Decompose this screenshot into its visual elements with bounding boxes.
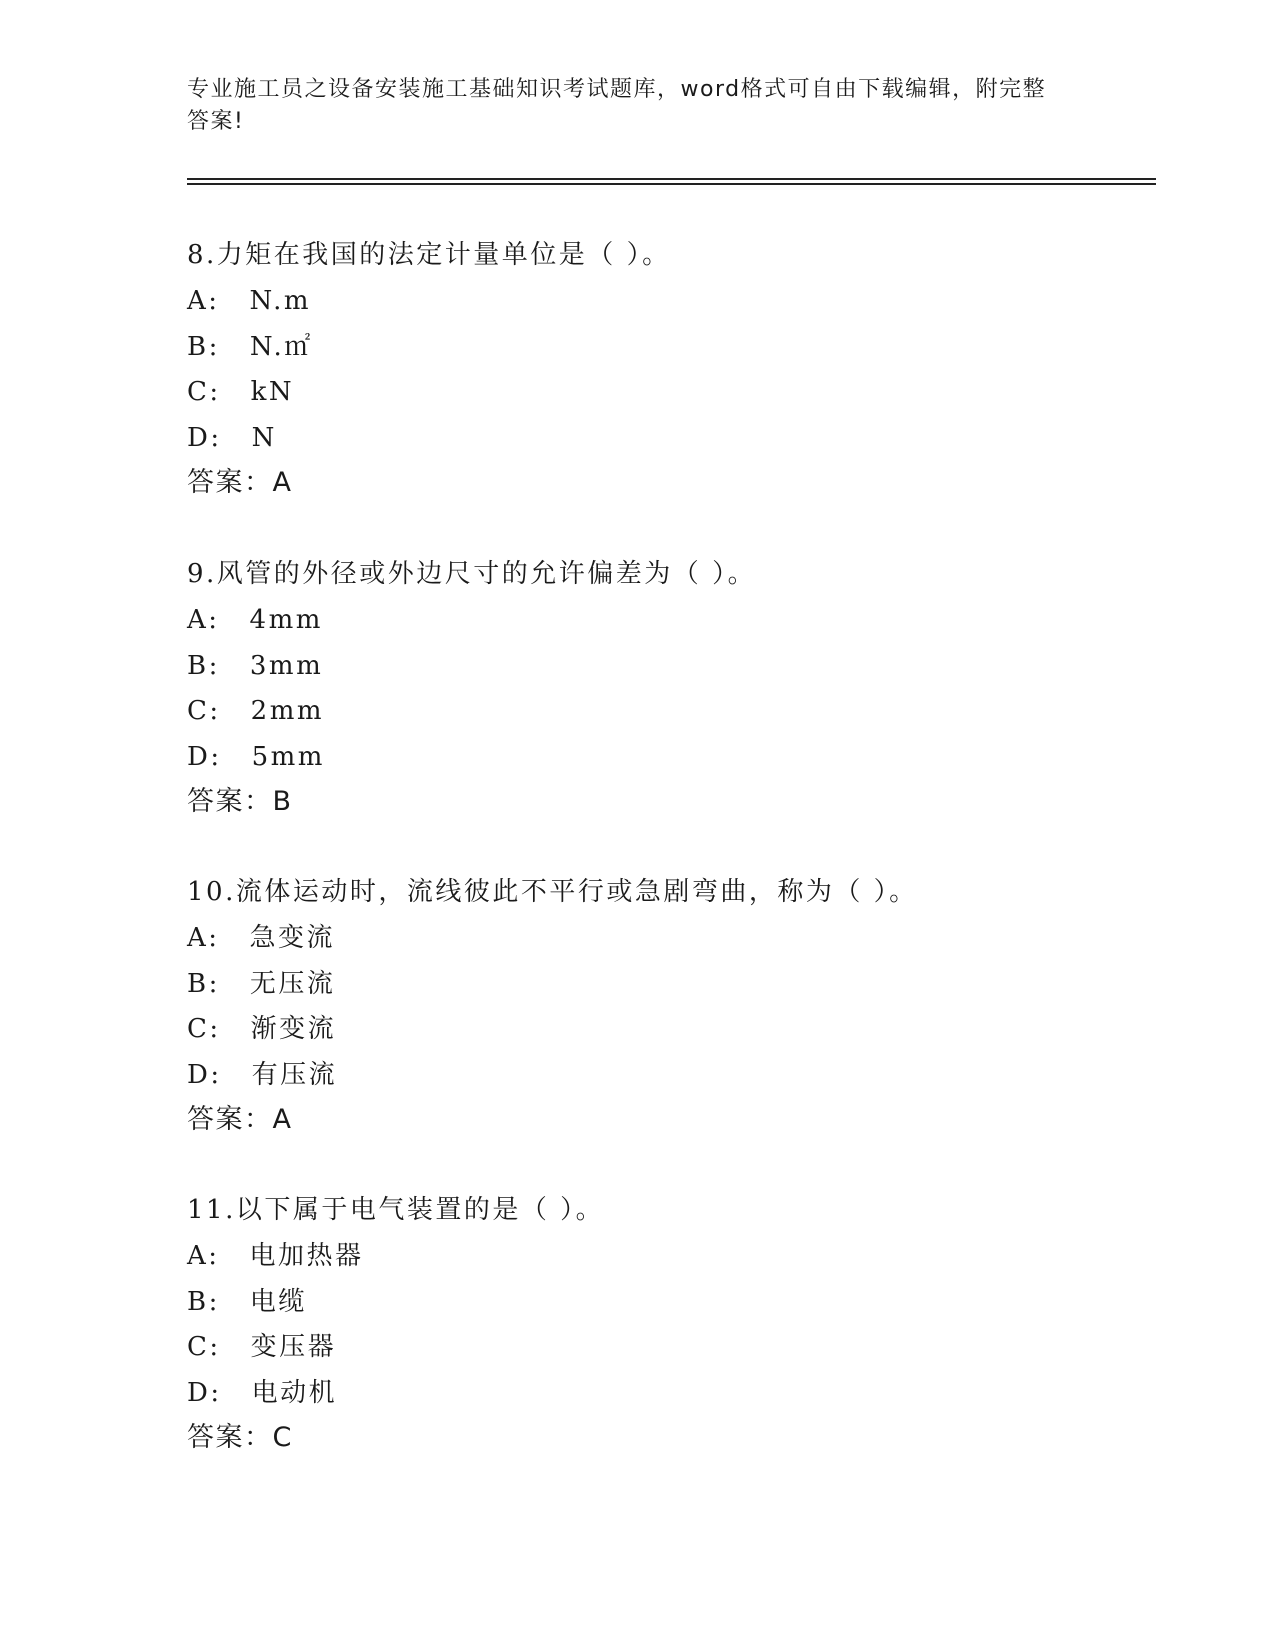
option-d	[187, 1376, 1167, 1422]
answer-line: 答案：A	[187, 467, 293, 498]
option-text: 电加热器	[249, 1241, 364, 1271]
question-title: 8.力矩在我国的法定计量单位是（ ）。	[187, 240, 671, 270]
option-text: 2mm	[250, 696, 325, 726]
option-text: 电动机	[251, 1377, 338, 1408]
option-c	[187, 1012, 1167, 1058]
option-letter: A:	[187, 923, 220, 953]
option-letter: B:	[187, 650, 220, 681]
option-text: 无压流	[249, 968, 336, 999]
option-letter: D:	[187, 1059, 222, 1090]
option-b	[187, 649, 1167, 695]
option-letter: B:	[187, 968, 220, 999]
option-b	[187, 967, 1167, 1013]
option-text: 4mm	[249, 605, 323, 635]
option-text: 有压流	[251, 1059, 338, 1090]
option-text: 5mm	[251, 741, 325, 772]
option-a	[187, 603, 1167, 649]
option-letter: A:	[187, 1241, 220, 1271]
option-letter: C:	[187, 1332, 221, 1362]
option-text: N.㎡	[249, 331, 313, 362]
option-c	[187, 375, 1167, 421]
question-9	[187, 557, 1167, 825]
question-title: 9.风管的外径或外边尺寸的允许偏差为（ ）。	[187, 559, 757, 589]
option-letter: A:	[187, 605, 220, 635]
option-letter: D:	[187, 422, 222, 453]
option-a	[187, 921, 1167, 967]
document-header: 专业施工员之设备安装施工基础知识考试题库，word格式可自由下载编辑，附完整答案!	[187, 77, 1047, 134]
option-letter: C:	[187, 696, 221, 726]
option-d	[187, 421, 1167, 467]
question-title: 11.以下属于电气装置的是（ ）。	[187, 1195, 605, 1225]
option-letter: B:	[187, 331, 220, 362]
option-letter: B:	[187, 1286, 220, 1317]
option-text: 电缆	[249, 1286, 307, 1317]
answer-line: 答案：B	[187, 786, 293, 817]
option-d	[187, 1058, 1167, 1104]
option-text: N	[251, 422, 277, 453]
option-letter: D:	[187, 741, 222, 772]
option-a	[187, 1239, 1167, 1285]
option-c	[187, 1330, 1167, 1376]
option-text: 3mm	[249, 650, 324, 681]
option-text: 急变流	[249, 923, 336, 953]
header-divider-top	[187, 178, 1156, 180]
answer-line: 答案：C	[187, 1422, 293, 1453]
question-8	[187, 238, 1167, 506]
option-letter: D:	[187, 1377, 222, 1408]
option-d	[187, 740, 1167, 786]
option-text: kN	[250, 377, 295, 407]
header-divider-bottom	[187, 183, 1156, 185]
option-b	[187, 330, 1167, 376]
option-letter: C:	[187, 1014, 221, 1044]
option-b	[187, 1285, 1167, 1331]
answer-line: 答案：A	[187, 1104, 293, 1135]
question-title: 10.流体运动时，流线彼此不平行或急剧弯曲，称为（ ）。	[187, 877, 918, 907]
question-10	[187, 875, 1167, 1143]
option-a	[187, 284, 1167, 330]
option-letter: A:	[187, 286, 220, 316]
option-text: 变压器	[250, 1332, 337, 1362]
question-11	[187, 1193, 1167, 1461]
option-letter: C:	[187, 377, 221, 407]
option-c	[187, 694, 1167, 740]
option-text: N.m	[249, 286, 312, 316]
option-text: 渐变流	[250, 1014, 337, 1044]
